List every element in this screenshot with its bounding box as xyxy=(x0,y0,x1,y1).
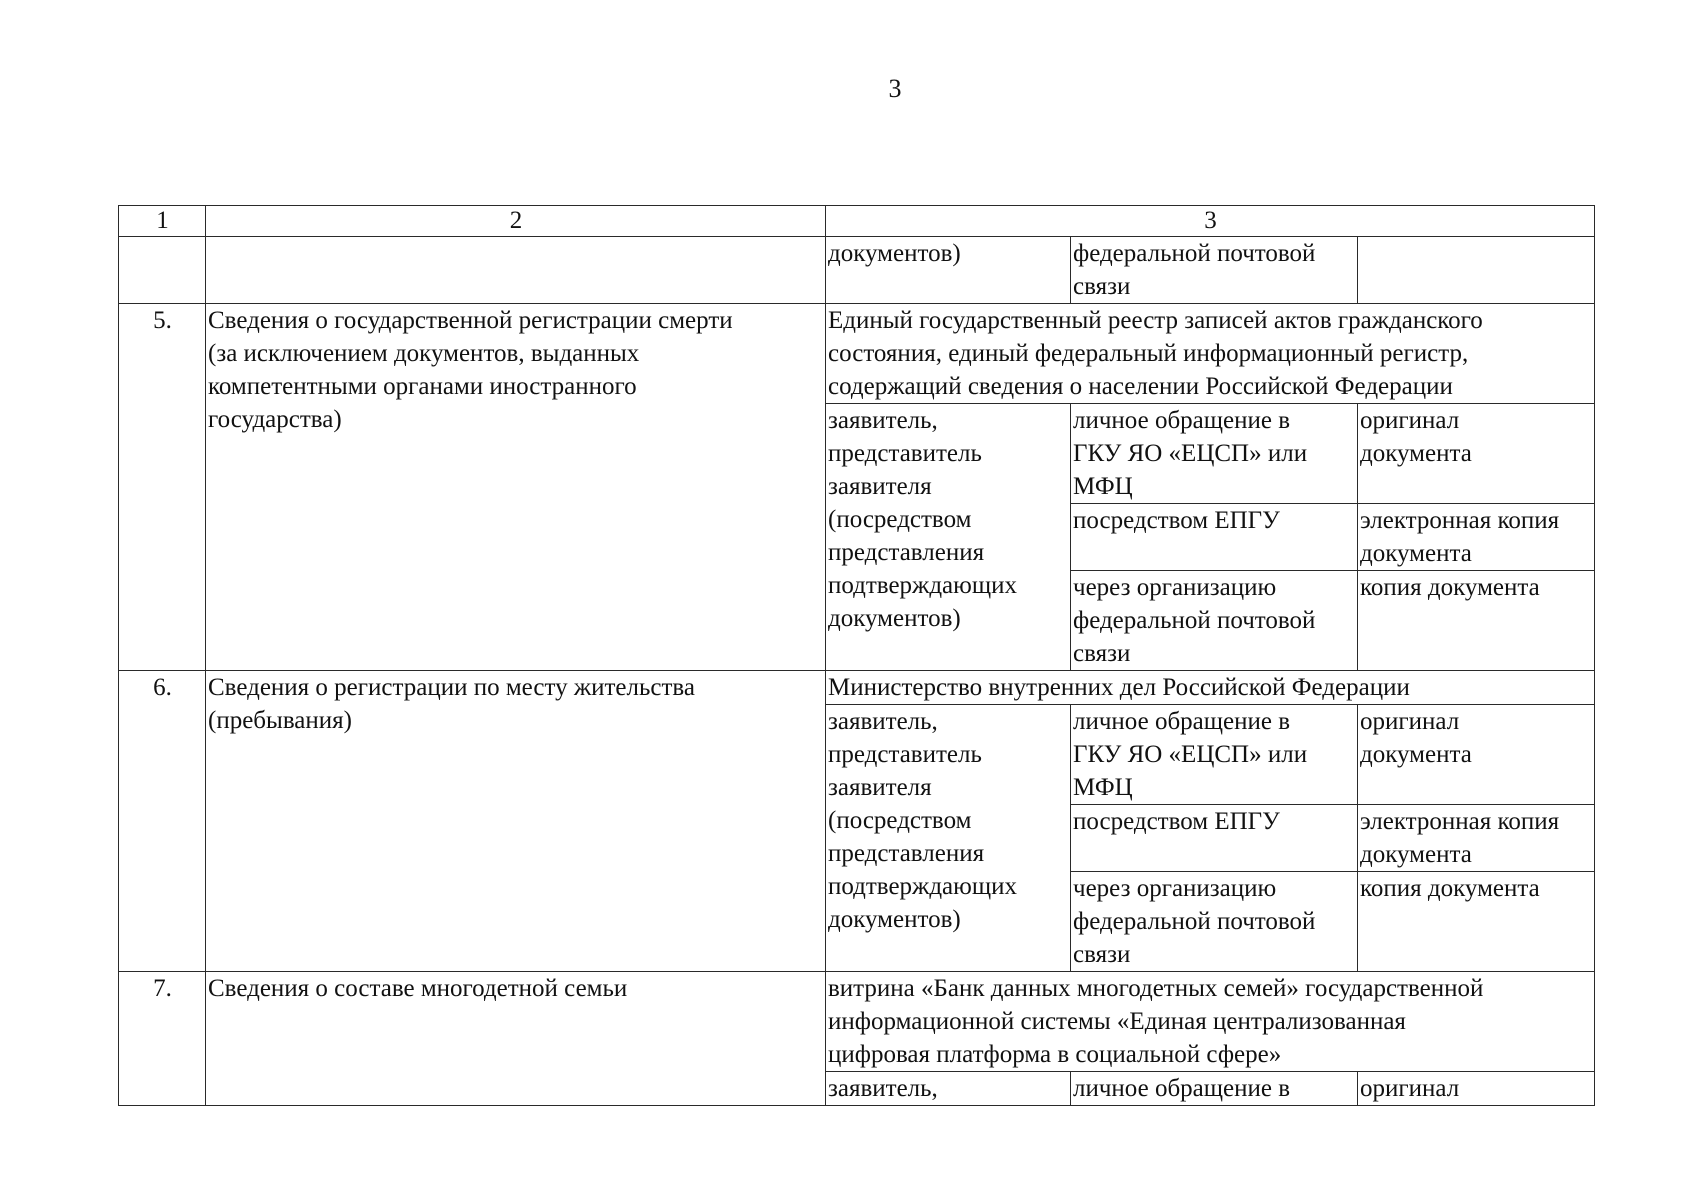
row-form: копия документа xyxy=(1358,872,1595,972)
row-form: оригинал xyxy=(1358,1072,1595,1106)
cell-method: федеральной почтовой связи xyxy=(1071,237,1358,304)
row-source: Министерство внутренних дел Российской Федерации xyxy=(826,671,1595,705)
row-source: Единый государственный реестр записей актов гражданского состояния, единый федеральный информационный регистр, содержащий сведения о населении Российской Федерации xyxy=(826,304,1595,404)
row-method: посредством ЕПГУ xyxy=(1071,504,1358,571)
row-method: через организацию федеральной почтовой связи xyxy=(1071,571,1358,671)
row-number: 6. xyxy=(119,671,206,972)
row-source: витрина «Банк данных многодетных семей» государственной информационной системы «Единая централизованная цифровая платформа в социальной сфере» xyxy=(826,972,1595,1072)
row-info: Сведения о государственной регистрации смерти (за исключением документов, выданных компетентными органами иностранного государства) xyxy=(206,304,826,671)
row-form: копия документа xyxy=(1358,571,1595,671)
data-table xyxy=(118,205,1595,1106)
cell-form xyxy=(1358,237,1595,304)
row-number: 5. xyxy=(119,304,206,671)
table-header-row xyxy=(119,206,1595,237)
table-row-continuation xyxy=(119,237,1595,304)
column-header-1: 1 xyxy=(119,206,206,237)
page-number: 3 xyxy=(888,74,902,103)
cell-number xyxy=(119,237,206,304)
row-form: электронная копия документа xyxy=(1358,805,1595,872)
table-row xyxy=(119,671,1595,705)
row-method: посредством ЕПГУ xyxy=(1071,805,1358,872)
table-row xyxy=(119,304,1595,404)
cell-info xyxy=(206,237,826,304)
row-applicant: заявитель, xyxy=(826,1072,1071,1106)
row-method: личное обращение в xyxy=(1071,1072,1358,1106)
cell-applicant: документов) xyxy=(826,237,1071,304)
row-info: Сведения о составе многодетной семьи xyxy=(206,972,826,1106)
row-form: оригинал документа xyxy=(1358,404,1595,504)
row-number: 7. xyxy=(119,972,206,1106)
table-row xyxy=(119,972,1595,1072)
row-info: Сведения о регистрации по месту жительства (пребывания) xyxy=(206,671,826,972)
row-method: личное обращение в ГКУ ЯО «ЕЦСП» или МФЦ xyxy=(1071,705,1358,805)
row-applicant: заявитель, представитель заявителя (посредством представления подтверждающих документов) xyxy=(826,404,1071,671)
column-header-2: 2 xyxy=(206,206,826,237)
row-method: личное обращение в ГКУ ЯО «ЕЦСП» или МФЦ xyxy=(1071,404,1358,504)
column-header-3: 3 xyxy=(826,206,1595,237)
row-form: электронная копия документа xyxy=(1358,504,1595,571)
row-form: оригинал документа xyxy=(1358,705,1595,805)
row-method: через организацию федеральной почтовой связи xyxy=(1071,872,1358,972)
row-applicant: заявитель, представитель заявителя (посредством представления подтверждающих документов) xyxy=(826,705,1071,972)
